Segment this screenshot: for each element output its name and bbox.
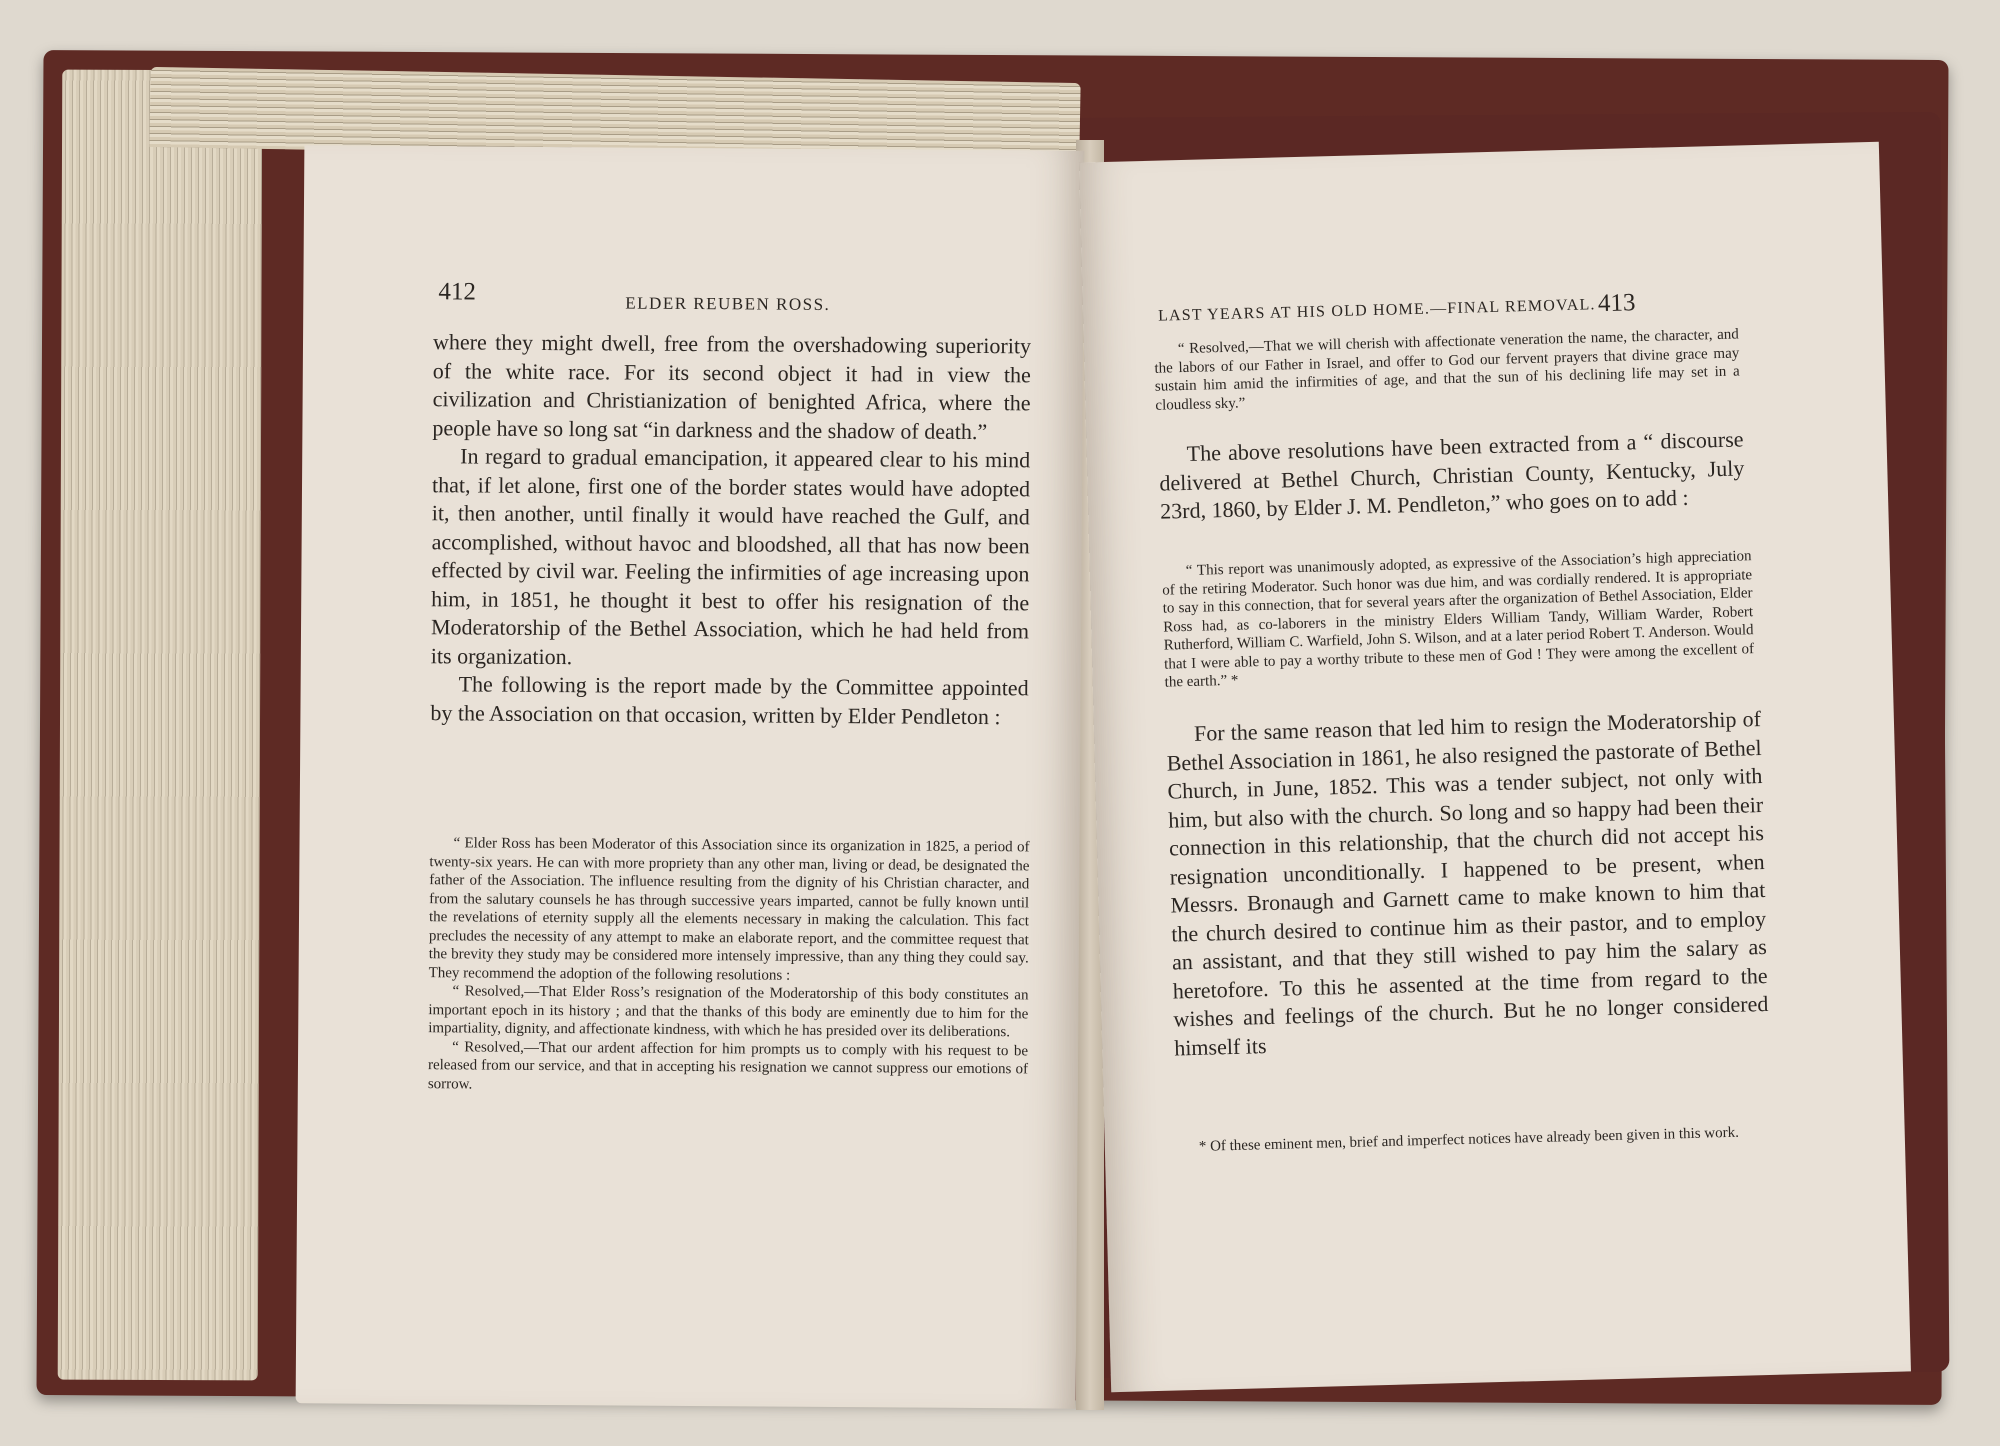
footnote: * Of these eminent men, brief and imperfect notices have already been given in this work.	[1198, 1124, 1740, 1155]
right-running-title: LAST YEARS AT HIS OLD HOME.—FINAL REMOVAL.	[1157, 296, 1596, 325]
paragraph: In regard to gradual emancipation, it appeared clear to his mind that, if let alone, first one of the border states would have adopted it, then another, until finally it would have reached the Gulf, and accomplished, without havoc and bloodshed, all that has now been effected by civil war. Feeling the infirmities of age increasing upon him, in 1851, he thought it best to offer his resignation of the Moderatorship of the Bethel Association, which he had held from its organization.	[430, 443, 1031, 669]
right-page-number: 413	[1597, 289, 1636, 318]
right-quote-mid	[1162, 547, 1755, 692]
paragraph: The following is the report made by the Committee appointed by the Association on that occasion, written by Elder Pendleton :	[430, 671, 1029, 729]
right-footnote	[1177, 1123, 1772, 1158]
quote-paragraph: “ Resolved,—That we will cherish with affectionate veneration the name, the character, and the labors of our Father in Israel, and offer to God our fervent prayers that divine grace may sustain him amid the infirmities of age, and that the sun of his declining life may set in a cloudless sky.”	[1154, 326, 1740, 414]
left-running-title: ELDER REUBEN ROSS.	[625, 293, 831, 314]
quote-paragraph: “ Resolved,—That our ardent affection for him prompts us to comply with his request to be released from our service, and that in accepting his resignation we cannot suppress our emotions of sorrow.	[427, 1038, 1029, 1092]
quote-paragraph: “ Elder Ross has been Moderator of this Association since its organization in 1825, a period of twenty-six years. He can with more propriety than any other man, living or dead, be designated the father of the Association. The influence resulting from the dignity of his Christian character, and from the salutary counsels he has through successive years imparted, cannot be fully known until the revelations of eternity supply all the elements necessary in making the calculation. This fact precludes the necessity of any attempt to make an elaborate report, and the committee request that the brevity they study may be considered more intensely impressive, than any thing they could say. They recommend the adoption of the following resolutions :	[428, 835, 1030, 984]
right-para-1	[1158, 425, 1745, 526]
quote-paragraph: “ Resolved,—That Elder Ross’s resignation of the Moderatorship of this body constitutes an important epoch in its history ; and that the thanks of this body are eminently due to him for the impartiality, dignity, and affectionate kindness, with which he has presided over its deliberations.	[428, 983, 1029, 1041]
paragraph: where they might dwell, free from the overshadowing superiority of the white race. For its second object it had in view the civilization and Christianization of benighted Africa, where the people have so long sat “in darkness and the shadow of death.”	[432, 329, 1032, 444]
left-running-head	[304, 145, 1084, 314]
right-quote-top	[1154, 325, 1741, 414]
right-para-2	[1166, 705, 1770, 1062]
left-page	[296, 145, 1085, 1408]
left-page-number: 412	[438, 278, 476, 306]
page-edges-left	[58, 70, 263, 1381]
quote-paragraph: “ This report was unanimously adopted, as expressive of the Association’s high appreciation of the retiring Moderator. Such honor was due him, and was cordially rendered. It is appropriate to say in this connection, that for several years after the organization of Bethel Association, Elder Ross had, as co-laborers in the ministry Elders William Tandy, William Warder, Robert Rutherford, William C. Warfield, John S. Wilson, and at a later period Robert T. Anderson. Would that I were able to pay a worthy tribute to these men of God ! They were among the excellent of the earth.” *	[1162, 548, 1755, 691]
left-main-text	[430, 328, 1031, 731]
left-quoted-report	[428, 834, 1030, 1097]
paragraph: The above resolutions have been extracted from a “ discourse delivered at Bethel Church, Christian County, Kentucky, July 23rd, 1860, by Elder J. M. Pendleton,” who goes on to add :	[1159, 426, 1745, 524]
right-page	[1079, 142, 1911, 1393]
paragraph: For the same reason that led him to resign the Moderatorship of Bethel Association in 1861, he also resigned the pastorate of Bethel Church, in June, 1852. This was a tender subject, not only with him, but also with the church. So long and so happy had been their connection in this relationship, that the church did not accept his resignation unconditionally. I happened to be present, when Messrs. Bronaugh and Garnett came to make known to him that the church desired to continue him as their pastor, and to employ an assistant, and that they still wished to pay him the salary as heretofore. To this he assented at the time from regard to the wishes and feelings of the church. But he no longer considered himself its	[1166, 706, 1769, 1060]
